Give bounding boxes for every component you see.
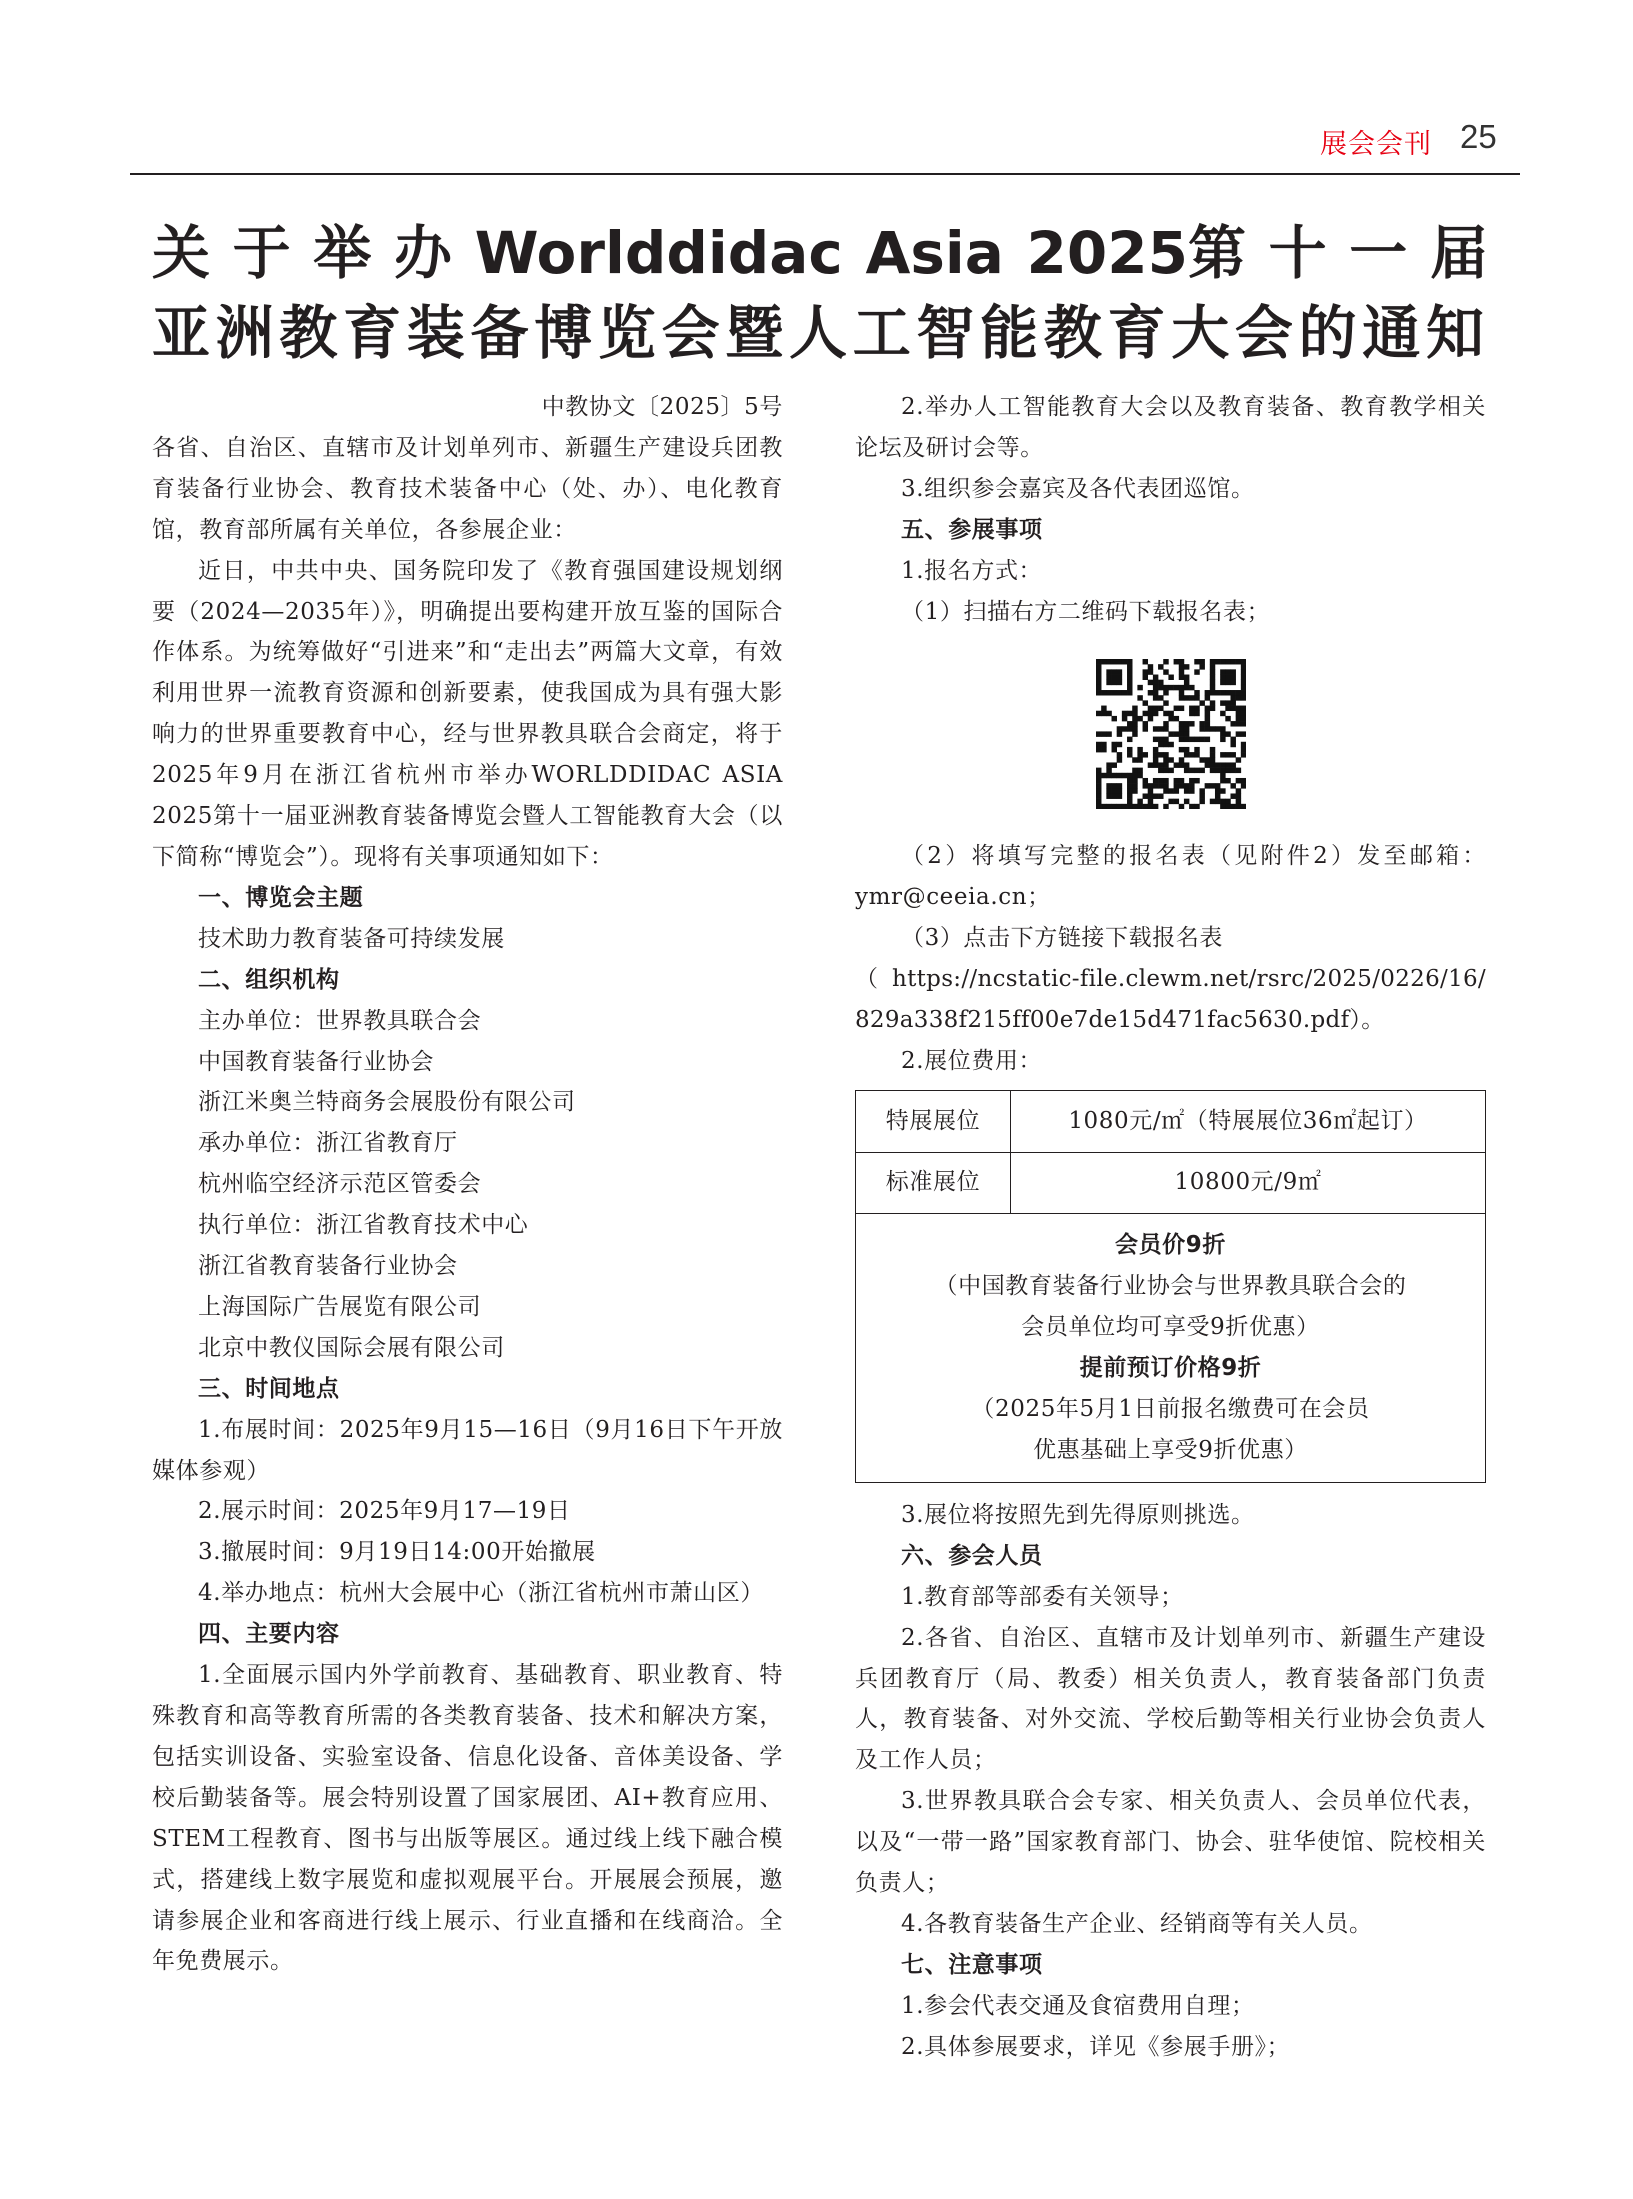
qr-code-block	[855, 632, 1486, 836]
page-title	[152, 213, 1488, 373]
section-heading: 五、参展事项	[901, 516, 1043, 543]
paragraph: 北京中教仪国际会展有限公司	[198, 1334, 505, 1361]
booth-price-cell: 10800元/9㎡	[1011, 1152, 1486, 1213]
paragraph: 上海国际广告展览有限公司	[198, 1293, 482, 1320]
right-column	[855, 387, 1486, 2068]
title-token: 一	[1349, 219, 1408, 287]
booth-price-cell: 1080元/㎡（特展展位36㎡起订）	[1011, 1090, 1486, 1152]
title-token: 十	[1268, 219, 1327, 287]
paragraph: 中教协文〔2025〕5号	[541, 394, 783, 420]
paragraph: （1）扫描右方二维码下载报名表；	[901, 598, 1271, 625]
paragraph: 1.参会代表交通及食宿费用自理；	[901, 1992, 1255, 2019]
section-heading: 七、注意事项	[901, 1951, 1043, 1978]
paragraph: 2.举办人工智能教育大会以及教育装备、教育教学相关论坛及研讨会等。	[855, 394, 1486, 461]
paragraph: 2.展位费用：	[901, 1047, 1043, 1074]
download-link[interactable]: （https://ncstatic-file.clewm.net/rsrc/2025/0226/16/829a338f215ff00e7de15d471fac5630.pdf）。	[855, 966, 1486, 1034]
booth-type-cell: 特展展位	[856, 1090, 1011, 1152]
paragraph: 2.展示时间：2025年9月17—19日	[198, 1498, 571, 1525]
paragraph: （2）将填写完整的报名表（见附件2）发至邮箱：ymr@ceeia.cn；	[855, 843, 1486, 911]
paragraph: 浙江米奥兰特商务会展股份有限公司	[198, 1089, 576, 1116]
paragraph: 浙江省教育装备行业协会	[198, 1253, 458, 1280]
paragraph: 各省、自治区、直辖市及计划单列市、新疆生产建设兵团教育装备行业协会、教育技术装备中心（处、办）、电化教育馆，教育部所属有关单位，各参展企业：	[152, 434, 783, 543]
title-token: 办	[393, 219, 452, 287]
table-row	[856, 1152, 1486, 1213]
title-token: 2025第	[1026, 219, 1246, 287]
paragraph: （3）点击下方链接下载报名表	[901, 925, 1224, 952]
paragraph: 3.组织参会嘉宾及各代表团巡馆。	[901, 475, 1255, 502]
member-discount-note: 会员单位均可享受9折优惠）	[1021, 1313, 1320, 1340]
paragraph: 近日，中共中央、国务院印发了《教育强国建设规划纲要（2024—2035年）》，明确提出要构建开放互鉴的国际合作体系。为统筹做好“引进来”和“走出去”两篇大文章，有效利用世界一流教育资源和创新要素，使我国成为具有强大影响力的世界重要教育中心，经与世界教具联合会商定，将于2025年9月在浙江省杭州市举办WORLDDIDAC ASIA 2025第十一届亚洲教育装备博览会暨人工智能教育大会（以下简称“博览会”）。现将有关事项通知如下：	[152, 557, 783, 870]
table-row	[856, 1090, 1486, 1152]
paragraph: 1.教育部等部委有关领导；	[901, 1583, 1184, 1610]
page-number: 25	[1460, 118, 1497, 155]
paragraph: 执行单位：浙江省教育技术中心	[198, 1212, 529, 1239]
paragraph: 3.世界教具联合会专家、相关负责人、会员单位代表，以及“一带一路”国家教育部门、协会、驻华使馆、院校相关负责人；	[855, 1788, 1486, 1897]
left-column	[152, 387, 783, 1982]
title-token: 于	[232, 219, 291, 287]
header-divider	[130, 173, 1520, 175]
paragraph: 4.举办地点：杭州大会展中心（浙江省杭州市萧山区）	[198, 1580, 764, 1607]
title-token: Worlddidac	[474, 219, 843, 287]
paragraph: 杭州临空经济示范区管委会	[198, 1171, 482, 1198]
discount-cell	[856, 1213, 1486, 1482]
journal-section-label: 展会会刊	[1320, 129, 1432, 160]
paragraph: 1.报名方式：	[901, 557, 1043, 584]
title-line-2: 亚洲教育装备博览会暨人工智能教育大会的通知	[152, 299, 1488, 367]
title-line-1	[152, 213, 1488, 293]
section-heading: 六、参会人员	[901, 1542, 1043, 1569]
paragraph: 技术助力教育装备可持续发展	[198, 925, 505, 952]
paragraph: 主办单位：世界教具联合会	[198, 1007, 482, 1034]
booth-fee-table	[855, 1090, 1486, 1483]
member-discount-title: 会员价9折	[1114, 1232, 1226, 1259]
early-discount-note: （2025年5月1日前报名缴费可在会员	[971, 1395, 1370, 1422]
paragraph: 承办单位：浙江省教育厅	[198, 1130, 458, 1157]
paragraph: 3.撤展时间：9月19日14:00开始撤展	[198, 1539, 596, 1566]
section-heading: 二、组织机构	[198, 966, 340, 993]
paragraph: 1.布展时间：2025年9月15—16日（9月16日下午开放媒体参观）	[152, 1416, 783, 1484]
section-heading: 四、主要内容	[198, 1621, 340, 1648]
paragraph: 2.各省、自治区、直辖市及计划单列市、新疆生产建设兵团教育厅（局、教委）相关负责人，教育装备部门负责人，教育装备、对外交流、学校后勤等相关行业协会负责人及工作人员；	[855, 1624, 1486, 1774]
title-token: 举	[313, 219, 372, 287]
member-discount-note: （中国教育装备行业协会与世界教具联合会的	[934, 1273, 1407, 1300]
table-row	[856, 1213, 1486, 1482]
paragraph: 2.具体参展要求，详见《参展手册》；	[901, 2033, 1291, 2060]
paragraph: 3.展位将按照先到先得原则挑选。	[901, 1501, 1255, 1528]
section-heading: 一、博览会主题	[198, 884, 364, 911]
title-token: Asia	[865, 219, 1004, 287]
title-token: 届	[1429, 219, 1488, 287]
booth-type-cell: 标准展位	[856, 1152, 1011, 1213]
qr-code-icon[interactable]	[1096, 659, 1246, 809]
paragraph: 1.全面展示国内外学前教育、基础教育、职业教育、特殊教育和高等教育所需的各类教育装备、技术和解决方案，包括实训设备、实验室设备、信息化设备、音体美设备、学校后勤装备等。展会特别设置了国家展团、AI+教育应用、STEM工程教育、图书与出版等展区。通过线上线下融合模式，搭建线上数字展览和虚拟观展平台。开展展会预展，邀请参展企业和客商进行线上展示、行业直播和在线商洽。全年免费展示。	[152, 1662, 783, 1975]
paragraph: 4.各教育装备生产企业、经销商等有关人员。	[901, 1910, 1373, 1937]
paragraph: 中国教育装备行业协会	[198, 1048, 434, 1075]
early-discount-title: 提前预订价格9折	[1079, 1354, 1262, 1381]
section-heading: 三、时间地点	[198, 1375, 340, 1402]
early-discount-note: 优惠基础上享受9折优惠）	[1033, 1436, 1308, 1463]
title-token: 关	[152, 219, 211, 287]
